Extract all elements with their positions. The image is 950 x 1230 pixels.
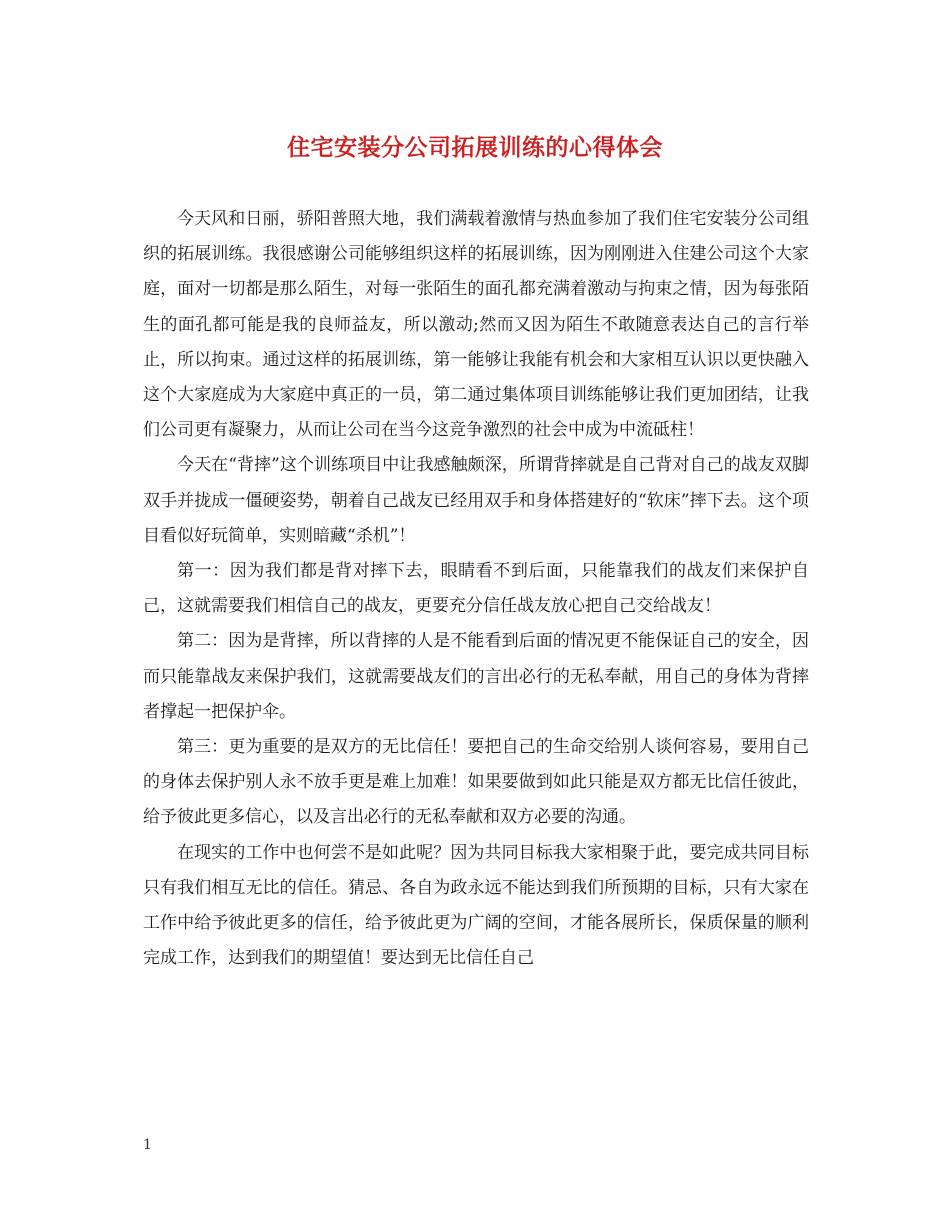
paragraph: 第三：更为重要的是双方的无比信任！要把自己的生命交给别人谈何容易，要用自己的身体去保护别人永不放手更是难上加难！如果要做到如此只能是双方都无比信任彼此，给予彼此更多信心，以及言出必行的无私奉献和双方必要的沟通。 (143, 737, 809, 828)
paragraph: 第二：因为是背摔，所以背摔的人是不能看到后面的情况更不能保证自己的安全，因而只能靠战友来保护我们，这就需要战友们的言出必行的无私奉献，用自己的身体为背摔者撑起一把保护伞。 (143, 631, 809, 722)
page-number: 1 (143, 1137, 152, 1153)
document-title: 住宅安装分公司拓展训练的心得体会 (287, 134, 663, 161)
paragraph: 在现实的工作中也何尝不是如此呢？因为共同目标我大家相聚于此，要完成共同目标只有我们相互无比的信任。猜忌、各自为政永远不能达到我们所预期的目标，只有大家在工作中给予彼此更多的信任，给予彼此更为广阔的空间，才能各展所长，保质保量的顺利完成工作，达到我们的期望值！要达到无比信任自己 (143, 842, 809, 969)
paragraph: 第一：因为我们都是背对摔下去，眼睛看不到后面，只能靠我们的战友们来保护自己，这就需要我们相信自己的战友，更要充分信任战友放心把自己交给战友！ (143, 561, 809, 617)
document-body (143, 202, 809, 976)
paragraph: 今天风和日丽，骄阳普照大地，我们满载着激情与热血参加了我们住宅安装分公司组织的拓展训练。我很感谢公司能够组织这样的拓展训练，因为刚刚进入住建公司这个大家庭，面对一切都是那么陌生，对每一张陌生的面孔都充满着激动与拘束之情，因为每张陌生的面孔都可能是我的良师益友，所以激动;然而又因为陌生不敢随意表达自己的言行举止，所以拘束。通过这样的拓展训练，第一能够让我能有机会和大家相互认识以更快融入这个大家庭成为大家庭中真正的一员，第二通过集体项目训练能够让我们更加团结，让我们公司更有凝聚力，从而让公司在当今这竞争激烈的社会中成为中流砥柱！ (143, 209, 809, 441)
paragraph: 今天在“背摔”这个训练项目中让我感触颇深，所谓背摔就是自己背对自己的战友双脚双手并拢成一僵硬姿势，朝着自己战友已经用双手和身体搭建好的“软床”摔下去。这个项目看似好玩简单，实则暗藏“杀机”！ (143, 455, 809, 546)
